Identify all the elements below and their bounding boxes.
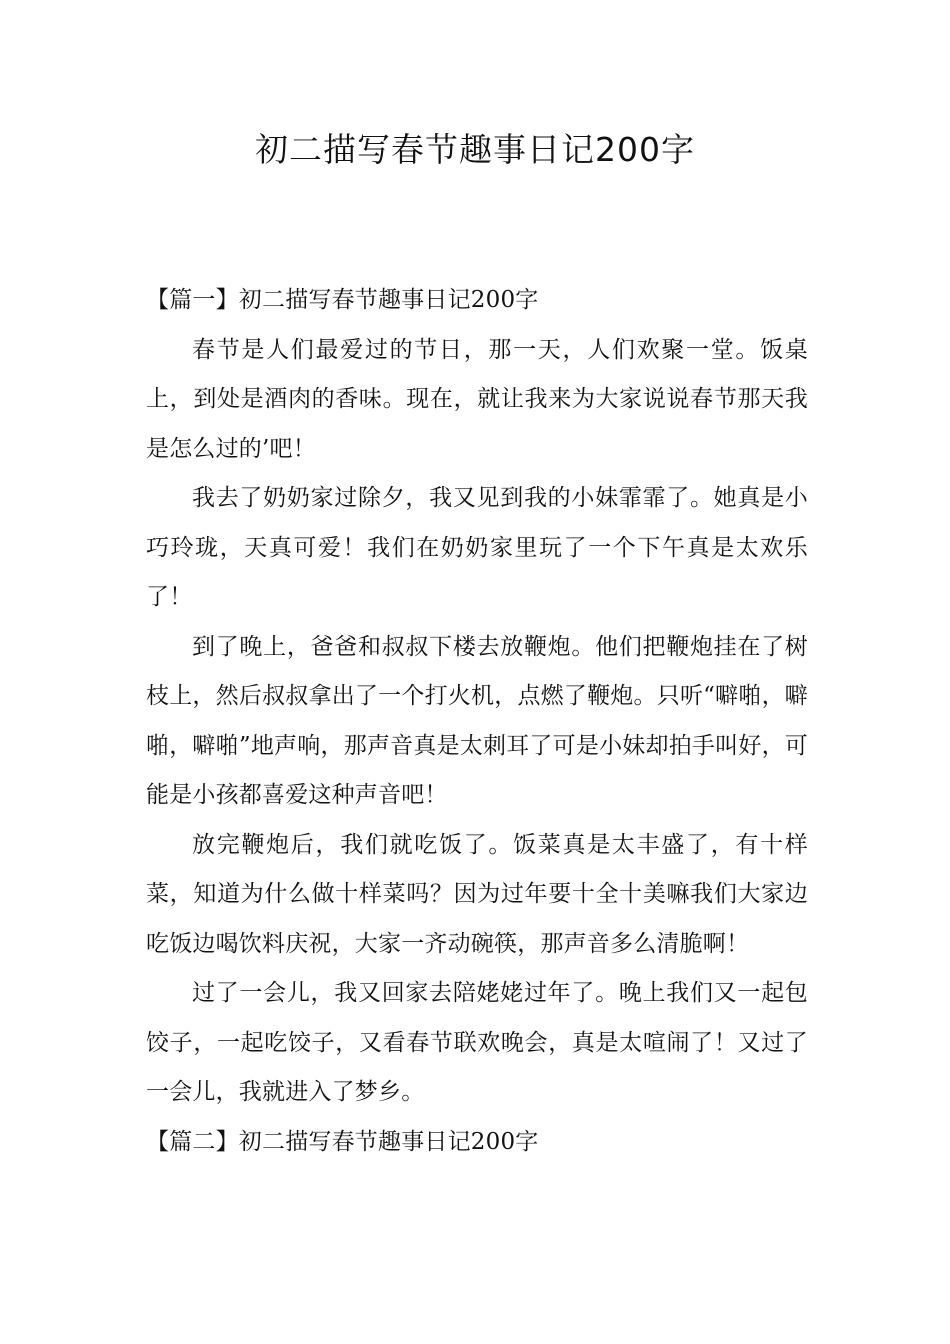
section-heading-2: 【篇二】初二描写春节趣事日记200字 — [146, 1128, 539, 1155]
paragraph-3: 到了晚上，爸爸和叔叔下楼去放鞭炮。他们把鞭炮挂在了树枝上，然后叔叔拿出了一个打火机，点燃了鞭炮。只听“噼啪，噼啪，噼啪”地声响，那声音真是太刺耳了可是小妹却拍手叫好，可能是小孩都喜爱这种声音吧！ — [146, 633, 808, 808]
section-heading-1: 【篇一】初二描写春节趣事日记200字 — [146, 287, 539, 313]
paragraph-5: 过了一会儿，我又回家去陪姥姥过年了。晚上我们又一起包饺子，一起吃饺子，又看春节联欢晚会，真是太喧闹了！又过了一会儿，我就进入了梦乡。 — [146, 980, 808, 1105]
paragraph-2: 我去了奶奶家过除夕，我又见到我的小妹霏霏了。她真是小巧玲珑，天真可爱！我们在奶奶家里玩了一个下午真是太欢乐了！ — [146, 485, 808, 610]
document-title: 初二描写春节趣事日记200字 — [255, 130, 695, 169]
document-body — [146, 276, 808, 1167]
paragraph-4: 放完鞭炮后，我们就吃饭了。饭菜真是太丰盛了，有十样菜，知道为什么做十样菜吗？因为过年要十全十美嘛我们大家边吃饭边喝饮料庆祝，大家一齐动碗筷，那声音多么清脆啊！ — [146, 831, 808, 957]
paragraph-1: 春节是人们最爱过的节日，那一天，人们欢聚一堂。饭桌上，到处是酒肉的香味。现在，就让我来为大家说说春节那天我是怎么过的’吧！ — [146, 336, 808, 462]
